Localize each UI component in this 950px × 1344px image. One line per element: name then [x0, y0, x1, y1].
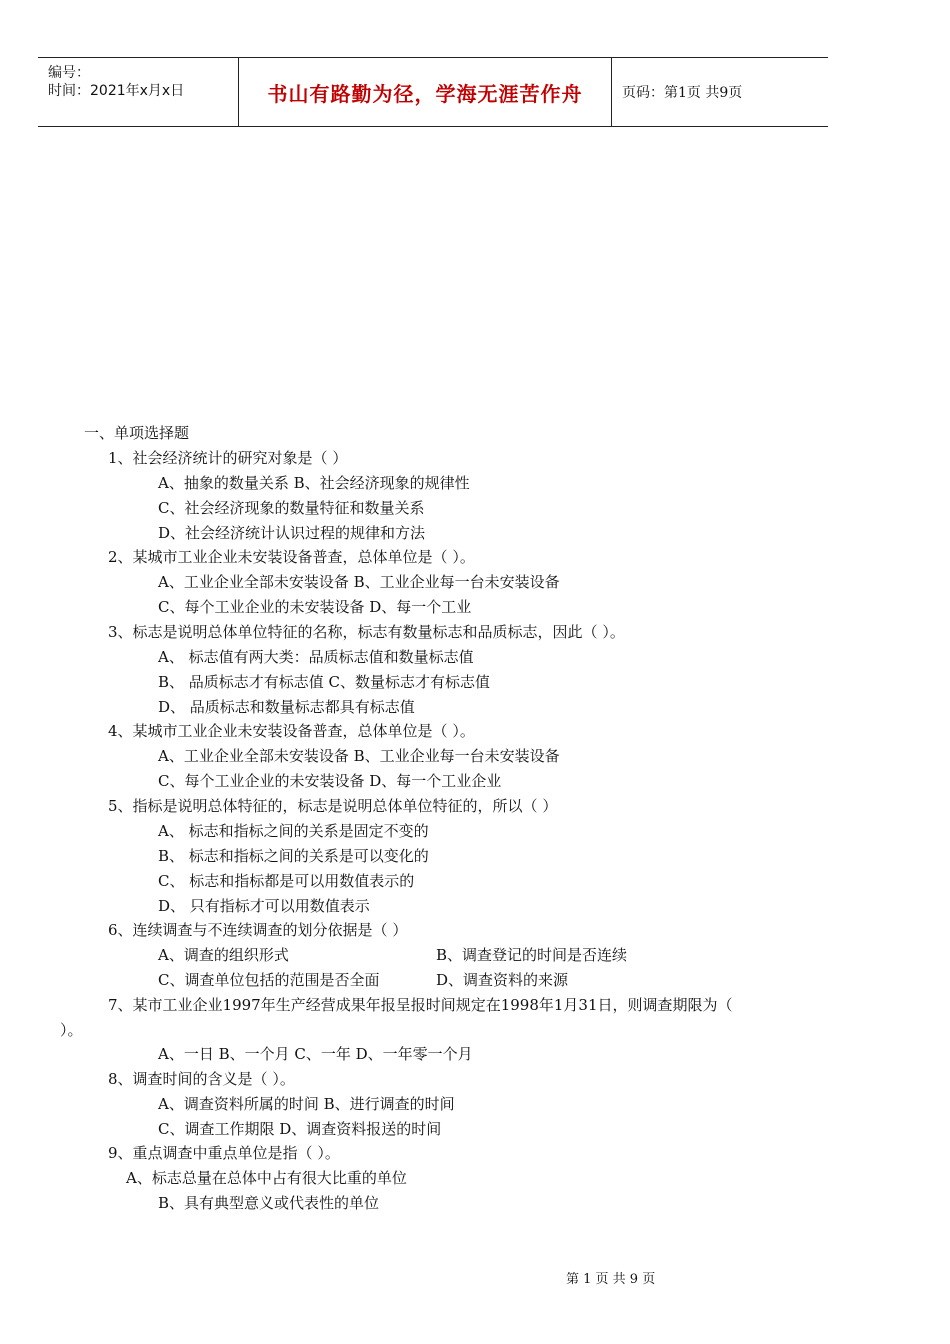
question-5: 5、指标是说明总体特征的，标志是说明总体单位特征的，所以（ ）: [108, 797, 558, 815]
question-6-option-a: A、调查的组织形式: [158, 946, 289, 964]
question-8-option-ab: A、调查资料所属的时间 B、进行调查的时间: [158, 1095, 455, 1113]
question-1-option-c: C、社会经济现象的数量特征和数量关系: [158, 499, 425, 517]
question-1: 1、社会经济统计的研究对象是（ ）: [108, 449, 348, 467]
question-5-option-c: C、 标志和指标都是可以用数值表示的: [158, 872, 415, 890]
question-4-option-cd: C、每个工业企业的未安装设备 D、每一个工业企业: [158, 772, 502, 790]
document-header: [38, 57, 828, 127]
question-7: 7、某市工业企业1997年生产经营成果年报呈报时间规定在1998年1月31日，则调查期限为（: [108, 996, 733, 1014]
question-2: 2、某城市工业企业未安装设备普查，总体单位是（ ）。: [108, 548, 475, 566]
document-time-label: 时间：2021年x月x日: [48, 83, 185, 99]
question-9-option-a: A、标志总量在总体中占有很大比重的单位: [126, 1169, 407, 1187]
question-5-option-a: A、 标志和指标之间的关系是固定不变的: [158, 822, 429, 840]
question-6-option-c: C、调查单位包括的范围是否全面: [158, 971, 380, 989]
question-1-option-ab: A、抽象的数量关系 B、社会经济现象的规律性: [158, 474, 470, 492]
header-page-cell: [612, 58, 828, 126]
header-page-info: 页码：第1页 共9页: [622, 85, 743, 101]
question-9: 9、重点调查中重点单位是指（ ）。: [108, 1144, 340, 1162]
question-8: 8、调查时间的含义是（ ）。: [108, 1070, 295, 1088]
question-6-option-d: D、调查资料的来源: [436, 971, 569, 989]
question-3-option-d: D、 品质标志和数量标志都具有标志值: [158, 698, 415, 716]
header-motto: 书山有路勤为径，学海无涯苦作舟: [267, 81, 583, 106]
question-3: 3、标志是说明总体单位特征的名称，标志有数量标志和品质标志，因此（ ）。: [108, 623, 625, 641]
question-6: 6、连续调查与不连续调查的划分依据是（ ）: [108, 921, 408, 939]
document-number-label: 编号：: [48, 65, 90, 81]
header-motto-cell: [239, 58, 612, 126]
question-4: 4、某城市工业企业未安装设备普查，总体单位是（ ）。: [108, 722, 475, 740]
question-2-option-ab: A、工业企业全部未安装设备 B、工业企业每一台未安装设备: [158, 573, 560, 591]
question-7-continued: ）。: [60, 1021, 83, 1039]
question-3-option-bc: B、 品质标志才有标志值 C、数量标志才有标志值: [158, 673, 491, 691]
page-footer: 第 1 页 共 9 页: [566, 1272, 656, 1287]
question-4-option-ab: A、工业企业全部未安装设备 B、工业企业每一台未安装设备: [158, 747, 560, 765]
question-5-option-b: B、 标志和指标之间的关系是可以变化的: [158, 847, 429, 865]
question-3-option-a: A、 标志值有两大类：品质标志值和数量标志值: [158, 648, 474, 666]
question-7-options: A、一日 B、一个月 C、一年 D、一年零一个月: [158, 1045, 473, 1063]
question-1-option-d: D、社会经济统计认识过程的规律和方法: [158, 524, 426, 542]
question-9-option-b: B、具有典型意义或代表性的单位: [158, 1194, 380, 1212]
question-8-option-cd: C、调查工作期限 D、调查资料报送的时间: [158, 1120, 442, 1138]
question-2-option-cd: C、每个工业企业的未安装设备 D、每一个工业: [158, 598, 472, 616]
question-5-option-d: D、 只有指标才可以用数值表示: [158, 897, 370, 915]
header-meta-cell: [38, 58, 239, 126]
question-6-option-b: B、调查登记的时间是否连续: [436, 946, 628, 964]
section-title: 一、单项选择题: [84, 424, 190, 442]
